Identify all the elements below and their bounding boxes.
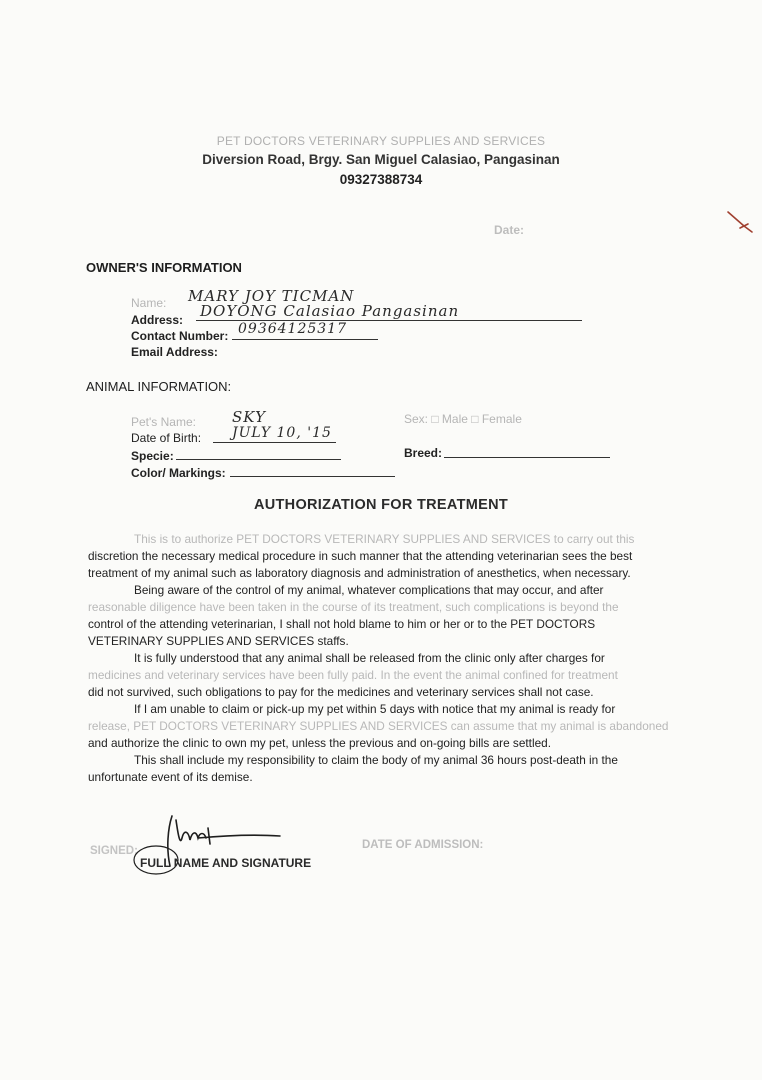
business-address: Diversion Road, Brgy. San Miguel Calasiao, Pangasinan	[202, 152, 560, 167]
date-label: Date:	[494, 223, 525, 237]
specie-line	[176, 459, 341, 460]
dob-line	[213, 442, 336, 443]
pen-mark	[726, 208, 756, 238]
specie-label: Specie:	[131, 449, 174, 463]
auth-line-5: reasonable diligence have been taken in the course of its treatment, such complications is beyond the	[88, 600, 619, 614]
dob-value: JULY 10, '15	[232, 425, 332, 441]
owner-email-label: Email Address:	[131, 345, 218, 359]
pet-name-label: Pet's Name:	[131, 415, 196, 429]
business-name: PET DOCTORS VETERINARY SUPPLIES AND SERVICES	[216, 134, 546, 148]
auth-line-14: This shall include my responsibility to claim the body of my animal 36 hours post-death in the	[134, 753, 618, 767]
auth-line-15: unfortunate event of its demise.	[88, 770, 253, 784]
owner-contact-label: Contact Number:	[131, 329, 229, 343]
color-markings-label: Color/ Markings:	[131, 466, 226, 480]
animal-section-title: ANIMAL INFORMATION:	[86, 379, 232, 394]
breed-label: Breed:	[404, 446, 443, 460]
auth-line-9: medicines and veterinary services have been fully paid. In the event the animal confined for treatment	[88, 668, 618, 682]
auth-line-13: and authorize the clinic to own my pet, unless the previous and on-going bills are settled.	[88, 736, 551, 750]
owner-name-value: MARY JOY TICMAN	[188, 287, 355, 305]
owner-section-title: OWNER'S INFORMATION	[86, 260, 242, 275]
auth-line-12: release, PET DOCTORS VETERINARY SUPPLIES AND SERVICES can assume that my animal is abandoned	[88, 719, 669, 733]
owner-name-label: Name:	[131, 296, 167, 310]
dob-label: Date of Birth:	[131, 431, 202, 445]
pet-name-value: SKY	[232, 408, 266, 426]
color-markings-line	[230, 476, 395, 477]
authorization-title: AUTHORIZATION FOR TREATMENT	[253, 497, 509, 513]
owner-address-value: DOYONG Calasiao Pangasinan	[200, 302, 460, 320]
auth-line-8: It is fully understood that any animal shall be released from the clinic only after charges for	[134, 651, 605, 665]
auth-line-6: control of the attending veterinarian, I shall not hold blame to him or her or to the PET DOCTORS	[88, 617, 596, 631]
date-of-admission-label: DATE OF ADMISSION:	[362, 839, 484, 851]
signed-label: SIGNED:	[90, 845, 138, 857]
owner-address-label: Address:	[131, 313, 184, 327]
auth-line-10: did not survived, such obligations to pay for the medicines and veterinary services shall not case.	[88, 685, 594, 699]
breed-line	[444, 457, 610, 458]
auth-line-11: If I am unable to claim or pick-up my pet within 5 days with notice that my animal is ready for	[134, 702, 616, 716]
signature-caption: FULL NAME AND SIGNATURE	[140, 856, 312, 870]
auth-line-3: treatment of my animal such as laboratory diagnosis and administration of anesthetics, when necessary.	[88, 566, 631, 580]
owner-contact-value: 09364125317	[238, 321, 347, 337]
auth-line-4: Being aware of the control of my animal, whatever complications that may occur, and after	[134, 583, 604, 597]
owner-contact-line	[232, 339, 378, 340]
auth-line-7: VETERINARY SUPPLIES AND SERVICES staffs.	[88, 634, 349, 648]
auth-line-2: discretion the necessary medical procedure in such manner that the attending veterinarian sees the best	[88, 549, 633, 563]
business-phone: 09327388734	[339, 172, 423, 187]
pet-sex-label: Sex: □ Male □ Female	[404, 412, 522, 426]
auth-line-1: This is to authorize PET DOCTORS VETERINARY SUPPLIES AND SERVICES to carry out this	[134, 532, 635, 546]
